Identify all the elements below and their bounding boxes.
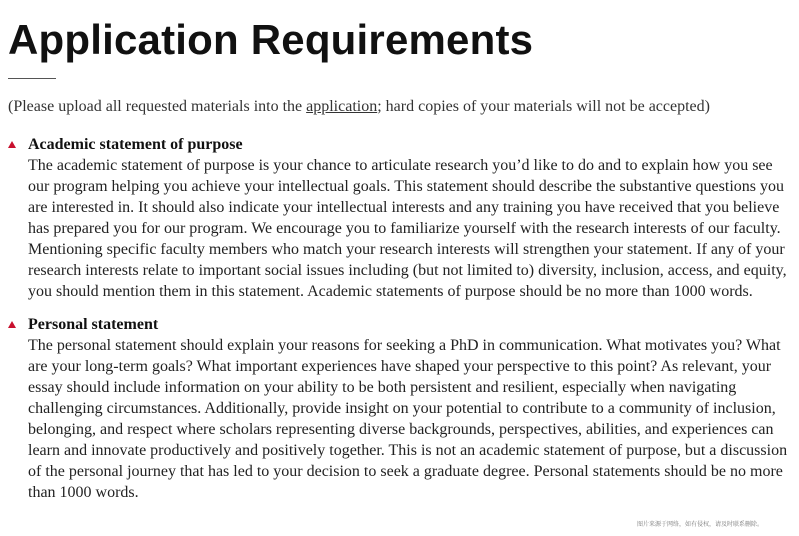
requirement-item-statement-of-purpose bbox=[0, 134, 791, 302]
triangle-bullet-icon bbox=[8, 321, 16, 328]
triangle-bullet-icon bbox=[8, 141, 16, 148]
application-link[interactable]: application bbox=[306, 98, 378, 115]
requirement-item-personal-statement bbox=[0, 314, 791, 503]
intro-text-after: ; hard copies of your materials will not be accepted) bbox=[377, 98, 710, 115]
title-divider bbox=[8, 78, 56, 79]
requirement-heading: Academic statement of purpose bbox=[28, 136, 243, 153]
intro-text bbox=[8, 96, 710, 118]
intro-text-before: (Please upload all requested materials into the bbox=[8, 98, 307, 115]
image-source-watermark: 图片来源于网络，如有侵权，请及时联系删除。 bbox=[636, 521, 763, 528]
requirement-heading: Personal statement bbox=[28, 316, 159, 333]
page-title: Application Requirements bbox=[8, 16, 534, 63]
requirements-list bbox=[0, 134, 791, 515]
requirement-description: The personal statement should explain your reasons for seeking a PhD in communication. What motivates you? What are your long-term goals? What important experiences have shaped your perspective to this point? As relevant, your essay should include information on your ability to be both persistent and resilient, especially when navigating challenging circumstances. Additionally, provide insight on your potential to contribute to a community of inclusion, belonging, and respect where scholars representing diverse backgrounds, perspectives, abilities, and experiences can learn and innovate productively and positively together. This is not an academic statement of purpose, but a discussion of the personal journey that has led to your decision to seek a graduate degree. Personal statements should be no more than 1000 words. bbox=[28, 337, 788, 501]
requirement-description: The academic statement of purpose is your chance to articulate research you’d like to do and to explain how you see our program helping you achieve your intellectual goals. This statement should describe the substantive questions you are interested in. It should also indicate your intellectual interests and any training you have received that you believe has prepared you for our program. We encourage you to familiarize yourself with the research interests of our faculty. Mentioning specific faculty members who match your research interests will strengthen your statement. If any of your research interests relate to important social issues including (but not limited to) diversity, inclusion, access, and equity, you should mention them in this statement. Academic statements of purpose should be no more than 1000 words. bbox=[28, 157, 787, 300]
